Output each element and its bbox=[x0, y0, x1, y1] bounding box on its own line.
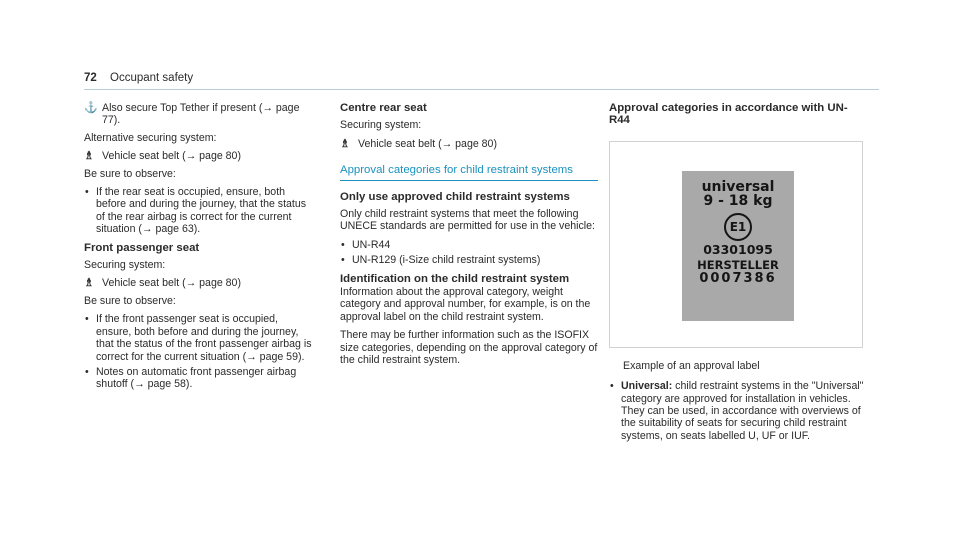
seatbelt-note bbox=[84, 150, 312, 162]
approval-label bbox=[682, 171, 794, 321]
column-middle bbox=[340, 102, 598, 373]
top-tether-text: Also secure Top Tether if present (→ page 77). bbox=[102, 102, 300, 127]
identification-heading: Identification on the child restraint system bbox=[340, 272, 570, 285]
label-manufacturer: HERSTELLER bbox=[697, 258, 779, 273]
label-weight: 9 - 18 kg bbox=[703, 193, 773, 210]
observe-label: Be sure to observe: bbox=[84, 294, 176, 307]
section-title: Occupant safety bbox=[110, 72, 194, 84]
header-divider bbox=[84, 89, 879, 90]
approved-systems-text: Only child restraint systems that meet the following UNECE standards are permitted for use in the vehicle: bbox=[340, 208, 595, 233]
un-r44-heading: Approval categories in accordance with UN-R44 bbox=[609, 102, 848, 127]
column-left bbox=[84, 102, 312, 397]
identification-text: Information about the approval category, weight category and approval number, for example, is on the approval label on the child restraint system. bbox=[340, 286, 591, 323]
further-info-text: There may be further information such as the ISOFIX size categories, depending on the approval category of the child restraint system. bbox=[340, 329, 598, 367]
list-item bbox=[609, 380, 867, 442]
list-item: • UN-R129 (i-Size child restraint systems) bbox=[340, 254, 598, 266]
rear-seat-list bbox=[84, 186, 312, 236]
label-category: universal bbox=[701, 178, 775, 195]
centre-rear-heading: Centre rear seat bbox=[340, 102, 427, 114]
universal-term: Universal: bbox=[621, 380, 673, 393]
top-tether-icon: ⚓ bbox=[84, 102, 98, 114]
label-country-mark: E1 bbox=[724, 213, 752, 241]
seat-belt-icon: ♗ bbox=[84, 150, 94, 163]
list-item: • Notes on automatic front passenger airbag shutoff (→ page 58). bbox=[84, 366, 312, 391]
page-header bbox=[84, 72, 193, 84]
list-item: • UN-R44 bbox=[340, 239, 598, 251]
page-number: 72 bbox=[84, 72, 97, 84]
label-serial: 0007386 bbox=[699, 271, 777, 287]
observe-label: Be sure to observe: bbox=[84, 167, 176, 180]
top-tether-note bbox=[84, 102, 312, 127]
front-passenger-list bbox=[84, 313, 312, 390]
label-approval-number: 03301095 bbox=[703, 241, 773, 257]
section-heading: Approval categories for child restraint systems bbox=[340, 164, 598, 180]
securing-label: Securing system: bbox=[84, 259, 166, 272]
figure-caption: Example of an approval label bbox=[623, 359, 760, 372]
column-right bbox=[609, 102, 867, 448]
alternative-label: Alternative securing system: bbox=[84, 131, 217, 144]
list-item: • If the rear seat is occupied, ensure, both before and during the journey, that the status of the rear airbag is correct for the current situation (→ page 63). bbox=[84, 186, 312, 236]
seatbelt-note bbox=[340, 138, 598, 150]
standards-list bbox=[340, 239, 598, 267]
approval-label-figure bbox=[609, 141, 863, 348]
category-list bbox=[609, 380, 867, 442]
front-passenger-heading: Front passenger seat bbox=[84, 241, 200, 254]
seat-belt-icon: ♗ bbox=[340, 137, 350, 150]
seatbelt-text: Vehicle seat belt (→ page 80) bbox=[102, 277, 241, 290]
seatbelt-note bbox=[84, 277, 312, 289]
list-item: • If the front passenger seat is occupied, ensure, both before and during the journey, that the status of the front passenger airbag is correct for the current situation (→ page 59). bbox=[84, 313, 312, 363]
approved-systems-heading: Only use approved child restraint systems bbox=[340, 190, 570, 203]
seat-belt-icon: ♗ bbox=[84, 277, 94, 290]
seatbelt-text: Vehicle seat belt (→ page 80) bbox=[358, 137, 497, 150]
seatbelt-text: Vehicle seat belt (→ page 80) bbox=[102, 150, 241, 163]
securing-label: Securing system: bbox=[340, 119, 422, 132]
universal-text: child restraint systems in the "Universal" category are approved for installation in vehicles. They can be used, in accordance with overviews of the suitability of seats for securing child restraint systems, on seats labelled U, UF or IUF. bbox=[621, 380, 864, 442]
